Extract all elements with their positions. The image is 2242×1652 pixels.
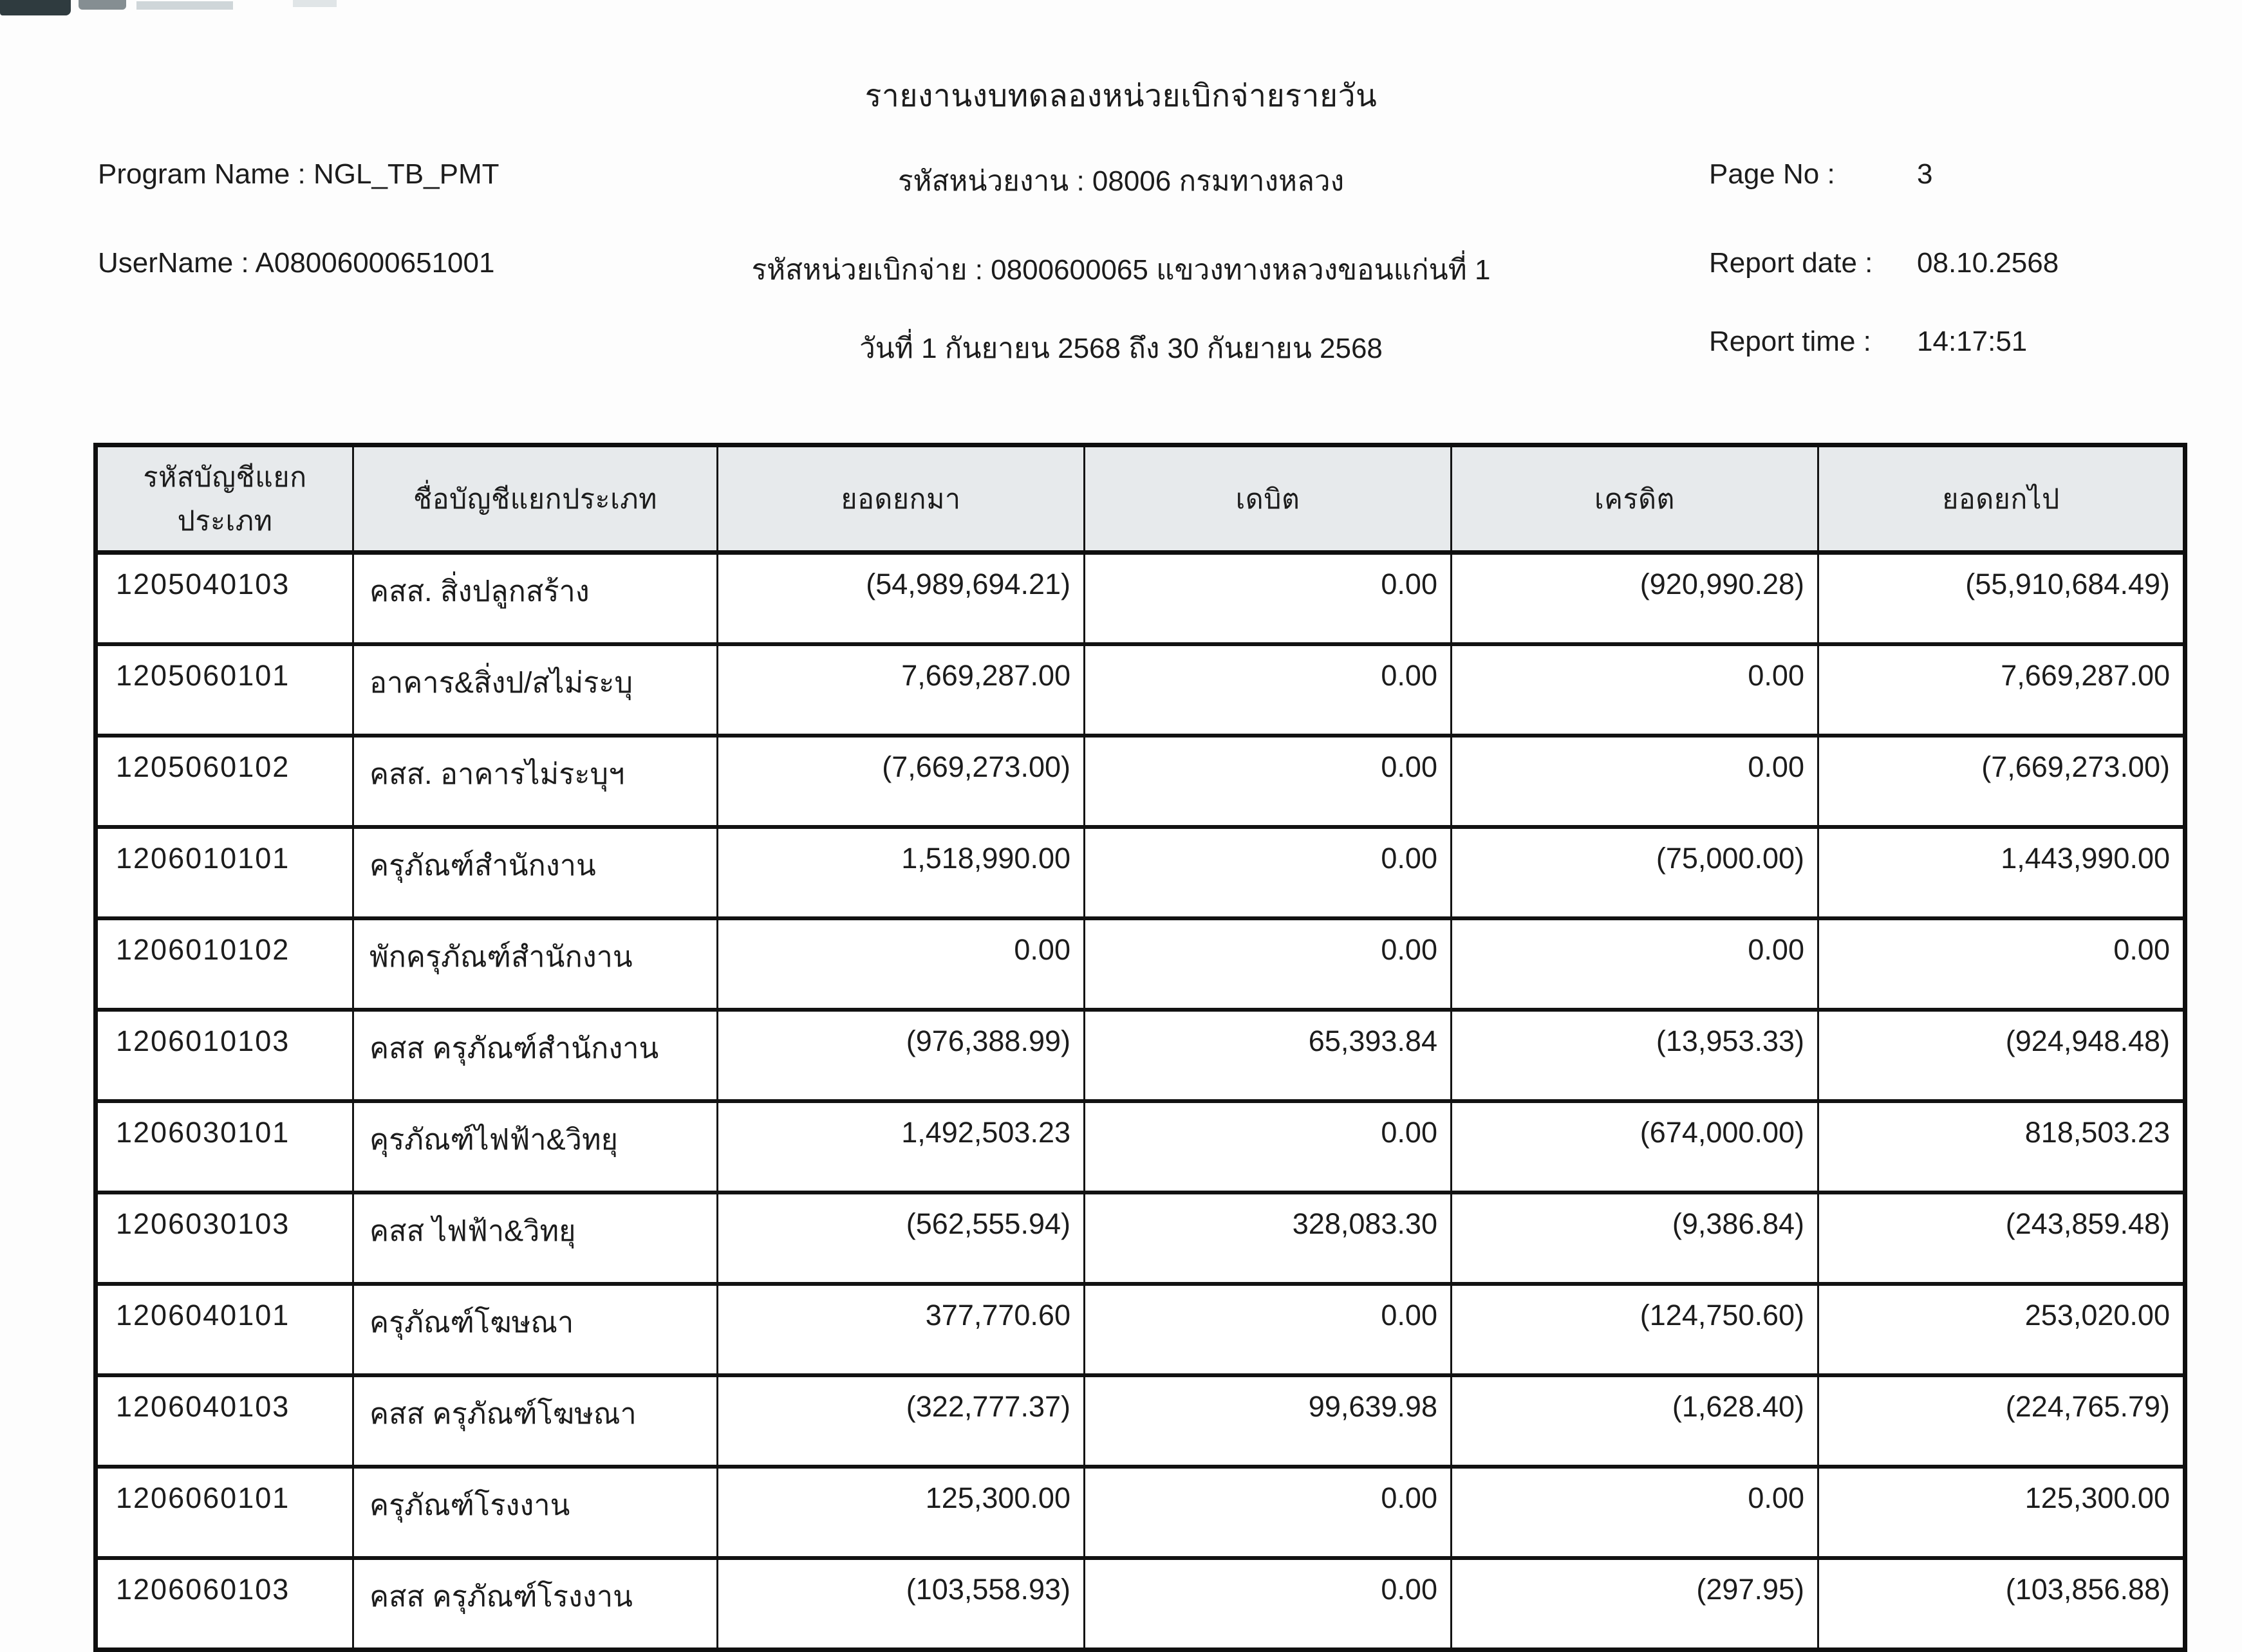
account-code-cell: 1206030101 <box>96 1101 353 1193</box>
closing-balance-cell: (103,856.88) <box>1818 1558 2185 1650</box>
closing-balance-cell: 253,020.00 <box>1818 1284 2185 1375</box>
account-code-cell: 1206060101 <box>96 1467 353 1558</box>
trial-balance-table <box>93 443 2187 1652</box>
table-row <box>96 1193 2185 1284</box>
program-name: Program Name : NGL_TB_PMT <box>98 158 500 190</box>
account-code-cell: 1206010102 <box>96 918 353 1010</box>
credit-cell: (9,386.84) <box>1452 1193 1818 1284</box>
credit-cell: 0.00 <box>1452 918 1818 1010</box>
account-code-cell: 1206030103 <box>96 1193 353 1284</box>
opening-balance-cell: (562,555.94) <box>718 1193 1085 1284</box>
debit-cell: 0.00 <box>1085 1101 1452 1193</box>
table-row <box>96 644 2185 736</box>
col-header-account-code: รหัสบัญชีแยกประเภท <box>96 445 353 553</box>
agency-line: รหัสหน่วยงาน : 08006 กรมทางหลวง <box>897 165 1345 197</box>
account-name-cell: ครุภัณฑ์โรงงาน <box>353 1467 718 1558</box>
table-row <box>96 553 2185 645</box>
credit-cell: (75,000.00) <box>1452 827 1818 918</box>
account-code-cell: 1205060102 <box>96 736 353 827</box>
closing-balance-cell: (55,910,684.49) <box>1818 553 2185 645</box>
opening-balance-cell: 1,492,503.23 <box>718 1101 1085 1193</box>
col-header-closing-balance: ยอดยกไป <box>1818 445 2185 553</box>
credit-cell: (297.95) <box>1452 1558 1818 1650</box>
credit-cell: 0.00 <box>1452 644 1818 736</box>
closing-balance-cell: 7,669,287.00 <box>1818 644 2185 736</box>
table-row <box>96 1010 2185 1101</box>
credit-cell: (674,000.00) <box>1452 1101 1818 1193</box>
debit-cell: 0.00 <box>1085 1467 1452 1558</box>
closing-balance-cell: (224,765.79) <box>1818 1375 2185 1467</box>
period-line: วันที่ 1 กันยายน 2568 ถึง 30 กันยายน 2568 <box>859 333 1383 364</box>
table-row <box>96 1558 2185 1650</box>
closing-balance-cell: (924,948.48) <box>1818 1010 2185 1101</box>
closing-balance-cell: 1,443,990.00 <box>1818 827 2185 918</box>
closing-balance-cell: 0.00 <box>1818 918 2185 1010</box>
opening-balance-cell: (976,388.99) <box>718 1010 1085 1101</box>
account-name-cell: คสส ครุภัณฑ์สำนักงาน <box>353 1010 718 1101</box>
credit-cell: (1,628.40) <box>1452 1375 1818 1467</box>
opening-balance-cell: (322,777.37) <box>718 1375 1085 1467</box>
opening-balance-cell: (54,989,694.21) <box>718 553 1085 645</box>
debit-cell: 0.00 <box>1085 1558 1452 1650</box>
table-row <box>96 1284 2185 1375</box>
debit-cell: 65,393.84 <box>1085 1010 1452 1101</box>
closing-balance-cell: 125,300.00 <box>1818 1467 2185 1558</box>
account-name-cell: คสส ครุภัณฑ์โรงงาน <box>353 1558 718 1650</box>
account-name-cell: คสส. สิ่งปลูกสร้าง <box>353 553 718 645</box>
col-header-credit: เครดิต <box>1452 445 1818 553</box>
report-time-label: Report time : <box>1709 326 1871 357</box>
scan-artifact <box>293 0 337 7</box>
account-name-cell: อาคาร&สิ่งป/สไม่ระบุ <box>353 644 718 736</box>
account-code-cell: 1206040103 <box>96 1375 353 1467</box>
report-title: รายงานงบทดลองหน่วยเบิกจ่ายรายวัน <box>864 79 1378 113</box>
opening-balance-cell: 0.00 <box>718 918 1085 1010</box>
table-header <box>96 445 2185 553</box>
table-row <box>96 1101 2185 1193</box>
scan-artifact <box>79 0 126 10</box>
table-row <box>96 918 2185 1010</box>
scan-artifact <box>0 0 71 15</box>
report-date-label: Report date : <box>1709 247 1873 279</box>
table-body <box>96 553 2185 1650</box>
opening-balance-cell: 377,770.60 <box>718 1284 1085 1375</box>
col-header-debit: เดบิต <box>1085 445 1452 553</box>
table-row <box>96 827 2185 918</box>
disbursement-line: รหัสหน่วยเบิกจ่าย : 0800600065 แขวงทางหลวงขอนแก่นที่ 1 <box>751 254 1491 286</box>
debit-cell: 0.00 <box>1085 644 1452 736</box>
debit-cell: 0.00 <box>1085 553 1452 645</box>
account-code-cell: 1205040103 <box>116 568 290 600</box>
credit-cell: (13,953.33) <box>1452 1010 1818 1101</box>
table-row <box>96 1375 2185 1467</box>
account-name-cell: คสส ครุภัณฑ์โฆษณา <box>353 1375 718 1467</box>
credit-cell: 0.00 <box>1452 736 1818 827</box>
opening-balance-cell: 125,300.00 <box>718 1467 1085 1558</box>
closing-balance-cell: (243,859.48) <box>1818 1193 2185 1284</box>
debit-cell: 0.00 <box>1085 736 1452 827</box>
col-header-opening-balance: ยอดยกมา <box>718 445 1085 553</box>
credit-cell: (920,990.28) <box>1452 553 1818 645</box>
opening-balance-cell: 7,669,287.00 <box>718 644 1085 736</box>
account-code-cell: 1205060101 <box>96 644 353 736</box>
account-code-cell: 1206060103 <box>96 1558 353 1650</box>
credit-cell: 0.00 <box>1452 1467 1818 1558</box>
account-name-cell: คสส. อาคารไม่ระบุฯ <box>353 736 718 827</box>
account-name-cell: ครุภัณฑ์โฆษณา <box>353 1284 718 1375</box>
debit-cell: 0.00 <box>1085 1284 1452 1375</box>
table-row <box>96 736 2185 827</box>
account-name-cell: คุรภัณฑ์ไฟฟ้า&วิทยุ <box>353 1101 718 1193</box>
account-name-cell: พักครุภัณฑ์สำนักงาน <box>353 918 718 1010</box>
account-name-cell: คสส ไฟฟ้า&วิทยุ <box>353 1193 718 1284</box>
username: UserName : A08006000651001 <box>98 247 495 279</box>
scan-artifact <box>136 1 233 10</box>
debit-cell: 99,639.98 <box>1085 1375 1452 1467</box>
report-date-value: 08.10.2568 <box>1917 247 2059 279</box>
closing-balance-cell: (7,669,273.00) <box>1818 736 2185 827</box>
table-row <box>96 1467 2185 1558</box>
account-code-cell: 1206040101 <box>96 1284 353 1375</box>
col-header-account-name: ชื่อบัญชีแยกประเภท <box>353 445 718 553</box>
opening-balance-cell: 1,518,990.00 <box>718 827 1085 918</box>
closing-balance-cell: 818,503.23 <box>1818 1101 2185 1193</box>
page-no-label: Page No : <box>1709 158 1835 190</box>
account-name-cell: ครุภัณฑ์สำนักงาน <box>353 827 718 918</box>
debit-cell: 328,083.30 <box>1085 1193 1452 1284</box>
account-code-cell: 1206010101 <box>96 827 353 918</box>
credit-cell: (124,750.60) <box>1452 1284 1818 1375</box>
opening-balance-cell: (103,558.93) <box>718 1558 1085 1650</box>
debit-cell: 0.00 <box>1085 827 1452 918</box>
report-time-value: 14:17:51 <box>1917 326 2028 357</box>
page-no-value: 3 <box>1917 158 1933 190</box>
opening-balance-cell: (7,669,273.00) <box>718 736 1085 827</box>
debit-cell: 0.00 <box>1085 918 1452 1010</box>
account-code-cell: 1206010103 <box>96 1010 353 1101</box>
